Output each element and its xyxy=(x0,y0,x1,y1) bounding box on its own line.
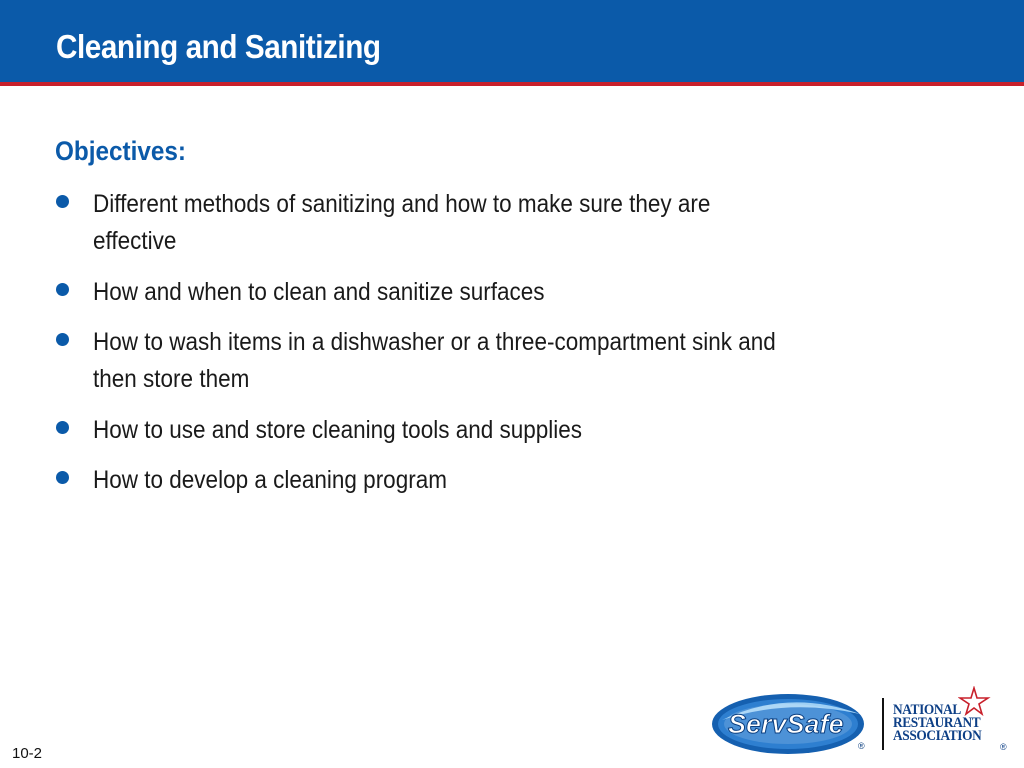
logo-divider xyxy=(882,698,884,750)
servsafe-logo xyxy=(710,684,880,764)
nra-line-restaurant: RESTAURANT xyxy=(893,715,981,731)
nra-registered-mark: ® xyxy=(1000,742,1007,752)
list-item-text: How to develop a cleaning program xyxy=(93,466,447,494)
list-item-text: Different methods of sanitizing and how to make sure they are effective xyxy=(93,190,711,255)
servsafe-registered-mark: ® xyxy=(858,741,865,751)
bullet-dot-icon xyxy=(56,421,69,434)
nra-line-national: NATIONAL xyxy=(893,702,961,718)
nra-line-association: ASSOCIATION xyxy=(893,728,982,744)
title-bar xyxy=(0,0,1024,82)
bullet-dot-icon xyxy=(56,471,69,484)
bullet-dot-icon xyxy=(56,333,69,346)
slide-number: 10-2 xyxy=(12,745,43,762)
list-item-text: How to wash items in a dishwasher or a three-compartment sink and then store them xyxy=(93,328,776,393)
title-underline-rule xyxy=(0,82,1024,86)
slide-title: Cleaning and Sanitizing xyxy=(56,28,381,65)
logo-area xyxy=(710,684,1024,768)
objectives-heading: Objectives: xyxy=(55,136,187,166)
list-item-text: How and when to clean and sanitize surfaces xyxy=(93,278,545,306)
nra-logo xyxy=(893,704,981,743)
bullet-dot-icon xyxy=(56,283,69,296)
bullet-dot-icon xyxy=(56,195,69,208)
servsafe-wordmark: ServSafe xyxy=(728,709,844,739)
list-item-text: How to use and store cleaning tools and supplies xyxy=(93,416,583,444)
